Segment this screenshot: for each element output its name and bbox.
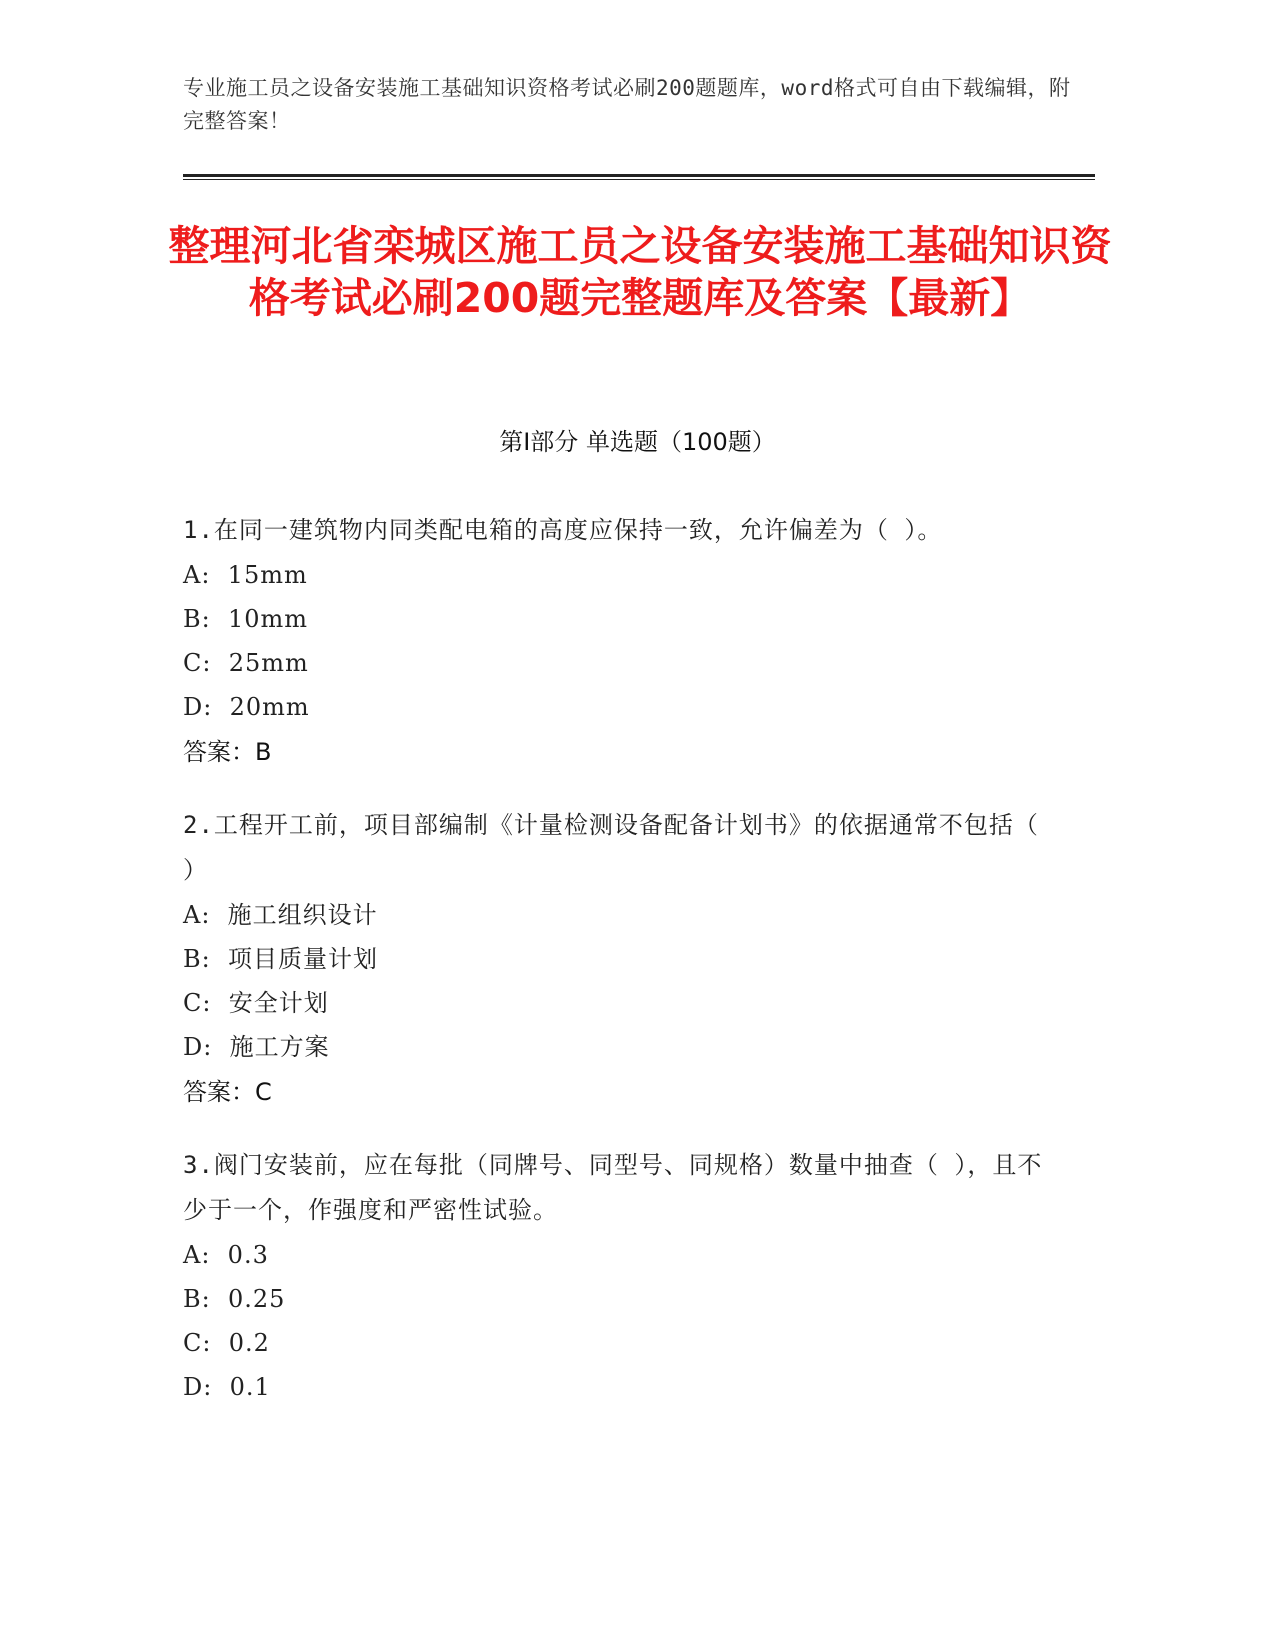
option-a: A: 0.3	[183, 1241, 269, 1269]
option-b: B: 项目质量计划	[183, 945, 378, 973]
question-2	[183, 803, 1063, 1115]
question-stem: 1.在同一建筑物内同类配电箱的高度应保持一致，允许偏差为（ ）。	[183, 516, 943, 544]
option-b: B: 10mm	[183, 605, 309, 633]
header-divider-thick	[183, 174, 1095, 177]
option-b: B: 0.25	[183, 1285, 286, 1313]
option-d: D: 施工方案	[183, 1033, 330, 1061]
option-d: D: 0.1	[183, 1373, 271, 1401]
option-a: A: 15mm	[183, 561, 308, 589]
option-c: C: 安全计划	[183, 989, 329, 1017]
document-title: 整理河北省栾城区施工员之设备安装施工基础知识资格考试必刷200题完整题库及答案【最新】	[168, 222, 1112, 322]
question-stem: 2.工程开工前，项目部编制《计量检测设备配备计划书》的依据通常不包括（ ）	[183, 811, 1039, 884]
option-a: A: 施工组织设计	[183, 901, 378, 929]
question-3	[183, 1143, 1063, 1409]
header-divider-thin	[183, 179, 1095, 180]
question-1	[183, 508, 1063, 775]
question-stem: 3.阀门安装前，应在每批（同牌号、同型号、同规格）数量中抽查（ ），且不少于一个，作强度和严密性试验。	[183, 1151, 1043, 1224]
section-title: 第I部分 单选题（100题）	[499, 428, 776, 456]
header-note: 专业施工员之设备安装施工基础知识资格考试必刷200题题库，word格式可自由下载编辑，附完整答案！	[183, 76, 1071, 133]
option-d: D: 20mm	[183, 693, 310, 721]
option-c: C: 0.2	[183, 1329, 270, 1357]
answer-text: 答案：C	[183, 1078, 272, 1106]
option-c: C: 25mm	[183, 649, 309, 677]
answer-text: 答案：B	[183, 738, 272, 766]
question-list	[183, 508, 1063, 1437]
